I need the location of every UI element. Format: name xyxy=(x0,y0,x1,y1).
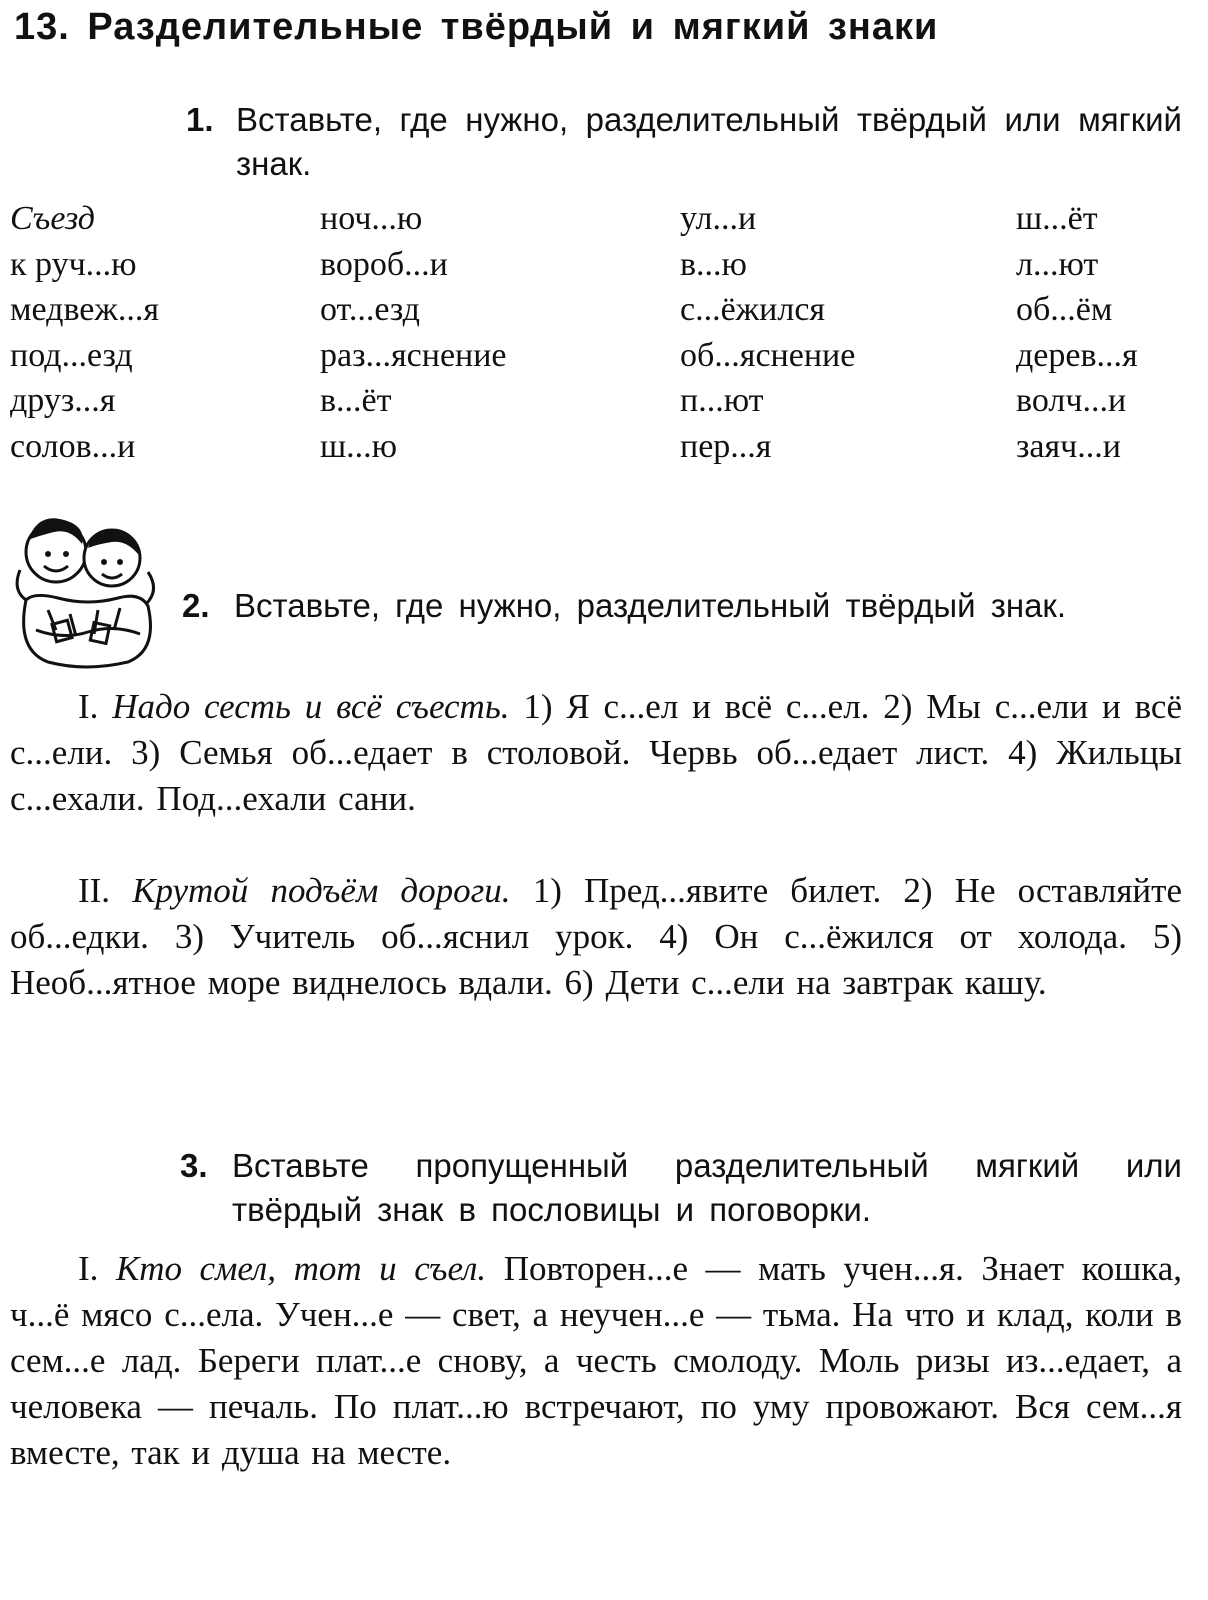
word-item: раз...яснение xyxy=(320,336,507,374)
part-label: I. xyxy=(78,687,99,726)
task-2-instruction: Вставьте, где нужно, разделительный твёрдый знак. xyxy=(234,587,1067,624)
word-item: п...ют xyxy=(680,382,764,419)
word-column-3 xyxy=(680,196,855,469)
word-item: пер...я xyxy=(680,427,772,465)
part-heading: Крутой подъём дороги. xyxy=(132,871,511,910)
page-title: 13. Разделительные твёрдый и мягкий знаки xyxy=(14,6,939,48)
part-text: Повторен...е — мать учен...я. Знает кошка, ч...ё мясо с...ела. Учен...е — свет, а неучен...е — тьма. На что и клад, коли в сем...е лад. Береги плат...е снову, а честь смолоду. Моль ризы из...едает, а человека — печаль. По плат...ю встречают, по уму провожают. Вся сем...я вместе, так и душа на месте. xyxy=(10,1249,1183,1472)
word-item: к руч...ю xyxy=(10,245,137,283)
part-heading: Кто смел, тот и съел. xyxy=(115,1249,487,1288)
part-label: II. xyxy=(78,871,111,910)
word-item: ш...ю xyxy=(320,427,398,465)
word-item: медвеж...я xyxy=(10,291,160,328)
word-item: с...ёжился xyxy=(680,291,826,328)
word-column-2 xyxy=(320,196,507,469)
word-item: солов...и xyxy=(10,427,136,465)
part-heading: Надо сесть и всё съесть. xyxy=(112,687,510,726)
example-word: Съезд xyxy=(10,200,95,237)
task-1-header xyxy=(186,98,1182,188)
part-text: 1) Пред...явите билет. 2) Не оставляйте об...едки. 3) Учитель об...яснил урок. 4) Он с...ёжился от холода. 5) Необ...ятное море виднелось вдали. 6) Дети с...ели на завтрак кашу. xyxy=(10,871,1182,1002)
word-item: вороб...и xyxy=(320,245,448,283)
part-label: I. xyxy=(78,1249,99,1288)
word-item: от...езд xyxy=(320,291,420,328)
word-item: об...яснение xyxy=(680,336,856,374)
task-1-number: 1. xyxy=(186,101,214,138)
word-item: ш...ёт xyxy=(1016,200,1098,237)
task-2-header xyxy=(182,584,1182,674)
word-item: в...ю xyxy=(680,245,747,283)
task-3-number: 3. xyxy=(180,1147,208,1184)
word-item: заяч...и xyxy=(1016,427,1121,465)
word-item: волч...и xyxy=(1016,382,1127,419)
task-1-instruction: Вставьте, где нужно, разделительный твёрдый или мягкий знак. xyxy=(236,101,1182,182)
word-item: об...ём xyxy=(1016,291,1113,328)
word-item: под...езд xyxy=(10,336,133,374)
kids-illustration-icon xyxy=(8,510,164,670)
task-2-part-1 xyxy=(10,684,1182,822)
task-3-part-1 xyxy=(10,1246,1182,1476)
task-2-number: 2. xyxy=(182,587,210,624)
word-item: друз...я xyxy=(10,382,116,419)
task-2-part-2 xyxy=(10,868,1182,1006)
word-item: в...ёт xyxy=(320,382,392,419)
word-column-1 xyxy=(10,196,159,469)
task-3-header xyxy=(180,1144,1182,1234)
word-column-4 xyxy=(1016,196,1138,469)
task-3-instruction: Вставьте пропущенный разделительный мягкий или твёрдый знак в пословицы и поговорки. xyxy=(232,1147,1182,1228)
word-item: л...ют xyxy=(1016,245,1099,283)
part-text: 1) Я с...ел и всё с...ел. 2) Мы с...ели и всё с...ели. 3) Семья об...едает в столовой. Червь об...едает лист. 4) Жильцы с...ехали. Под...ехали сани. xyxy=(10,687,1182,818)
word-item: ноч...ю xyxy=(320,200,423,237)
word-item: дерев...я xyxy=(1016,336,1138,374)
word-item: ул...и xyxy=(680,200,757,237)
